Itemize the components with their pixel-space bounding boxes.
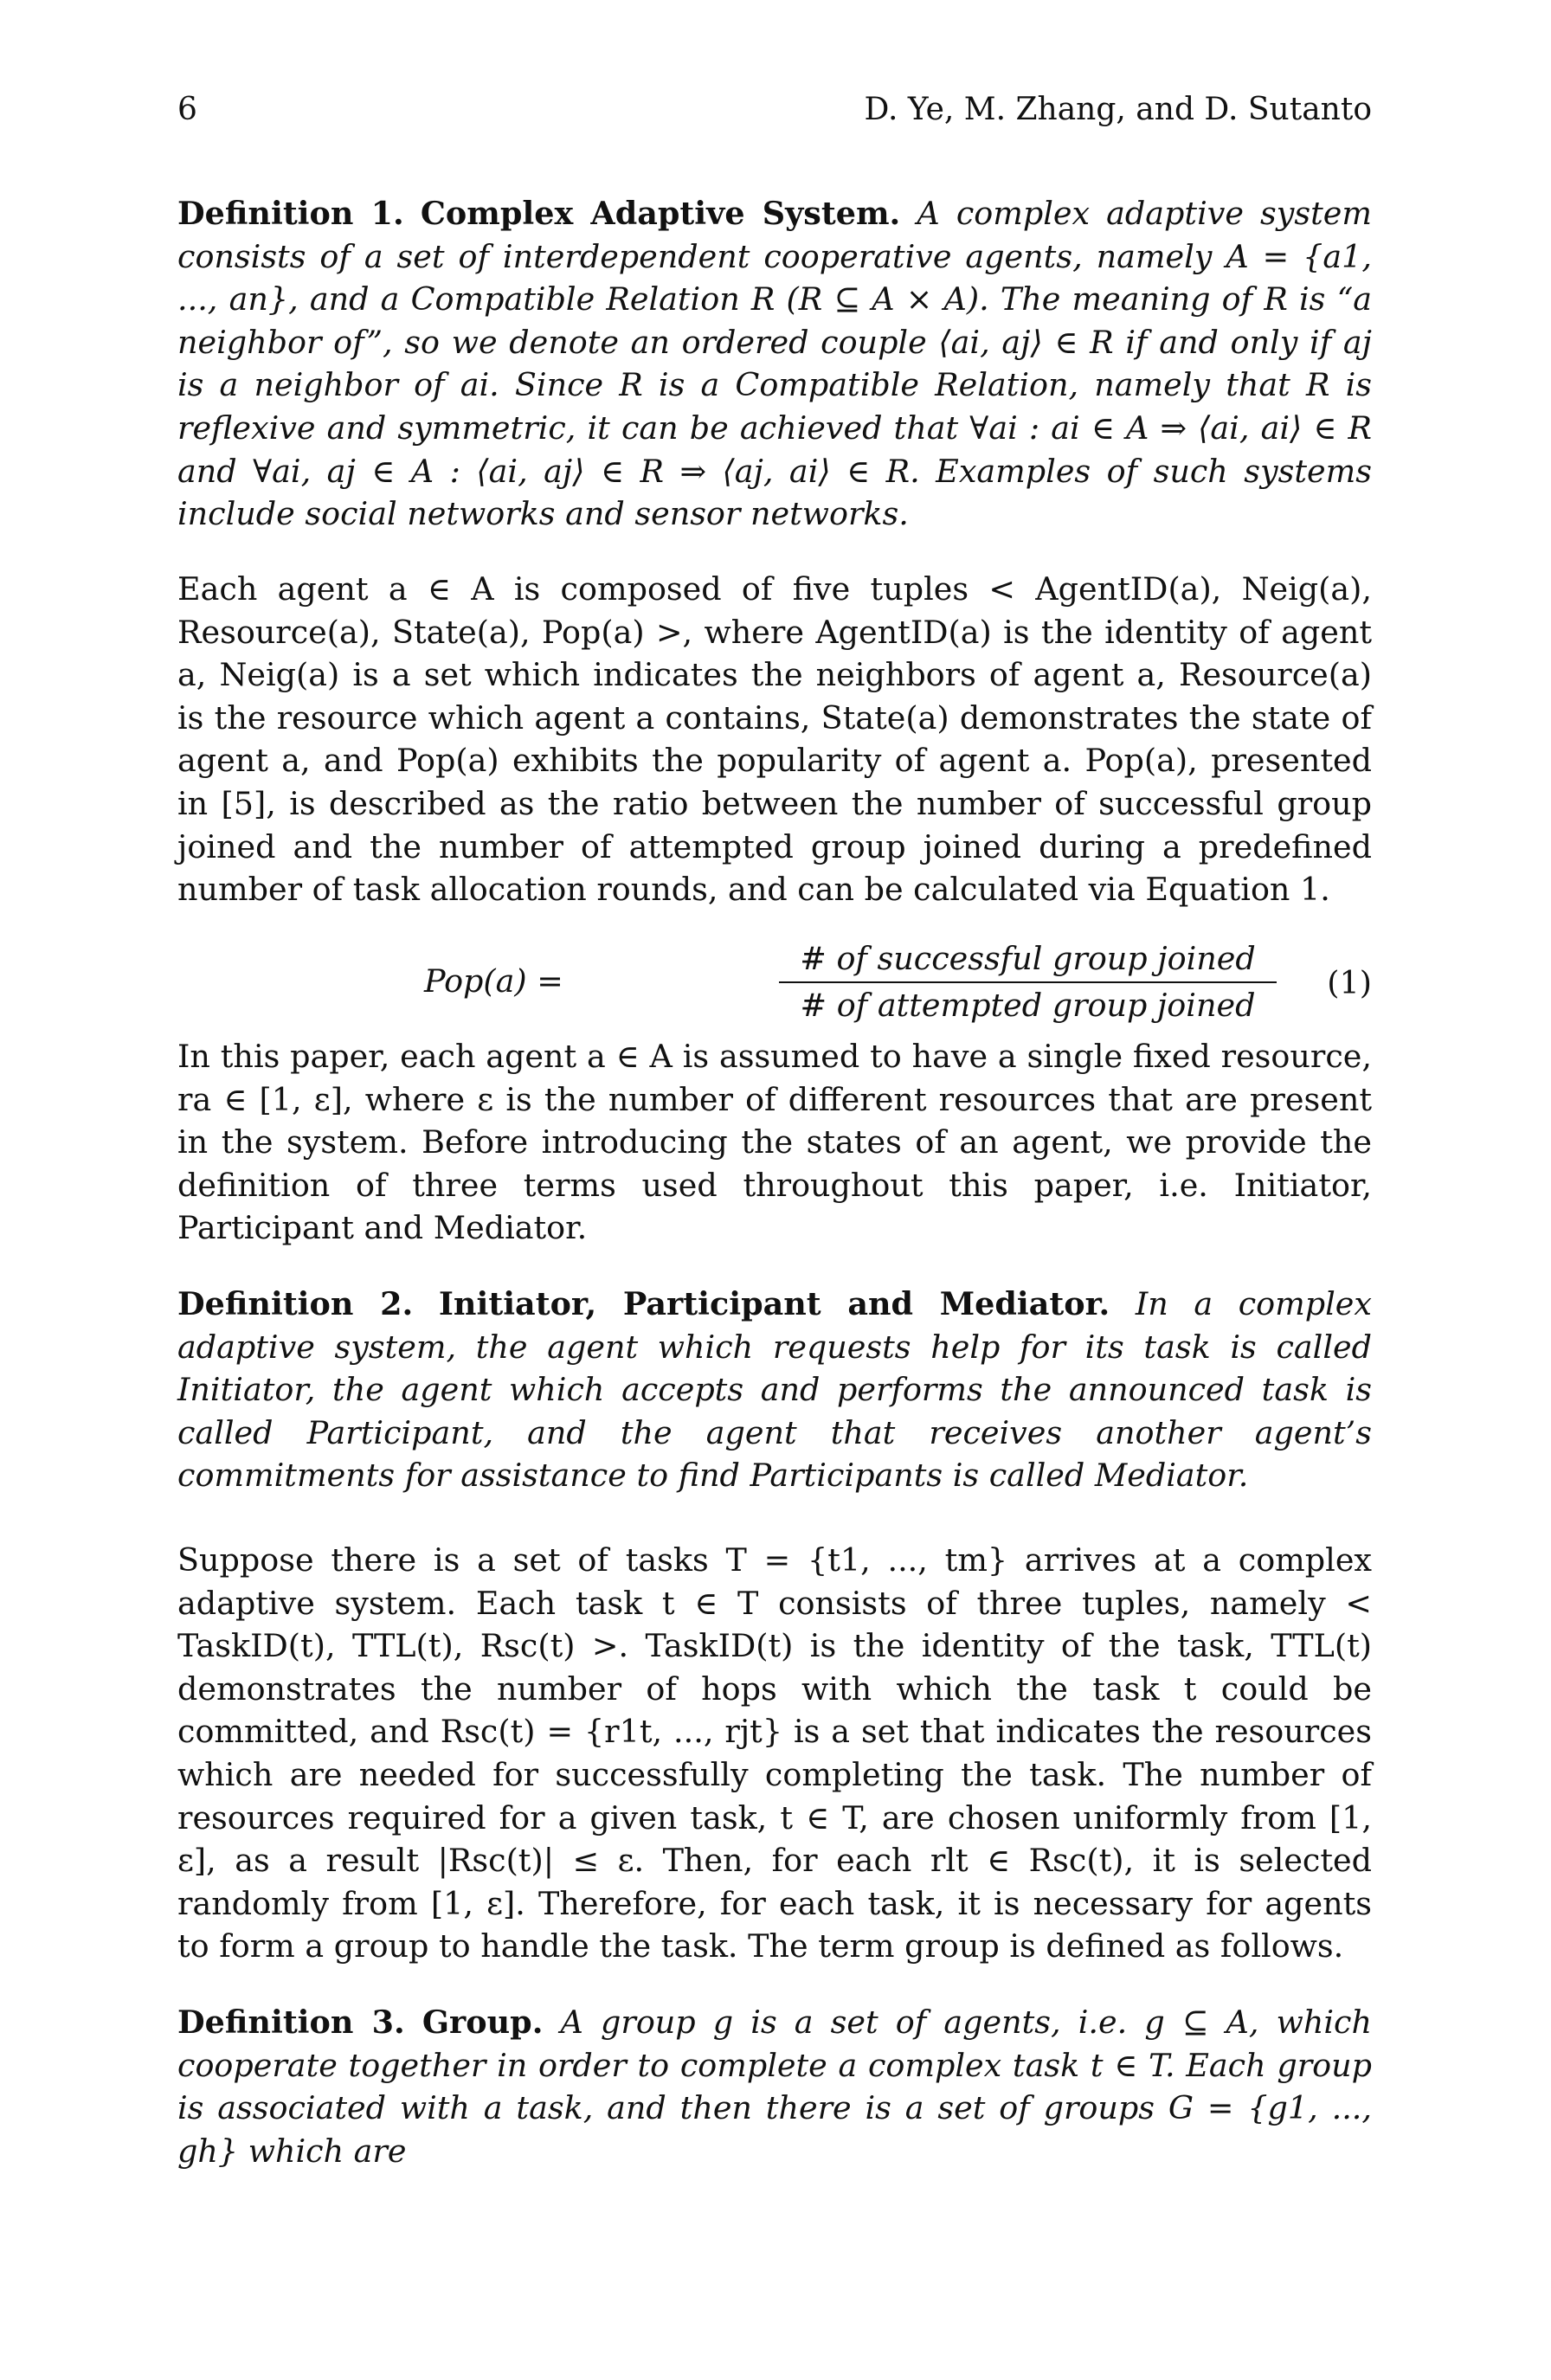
definition-1-title: Complex Adaptive System. [420, 195, 901, 232]
definition-3-title: Group. [422, 2004, 544, 2041]
paragraph-resource: In this paper, each agent a ∈ A is assumed to have a single fixed resource, ra ∈ [1, ε], where ε is the number of different resources that are present in the system. Before introducing the states of an agent, we provide the definition of three terms used throughout this paper, i.e. Initiator, Participant and Mediator. [177, 1038, 1372, 1247]
definition-2-title: Initiator, Participant and Mediator. [438, 1285, 1110, 1322]
definition-1 [177, 192, 1372, 536]
equation-numerator: # of successful group joined [800, 940, 1256, 977]
running-authors: D. Ye, M. Zhang, and D. Sutanto [864, 92, 1372, 127]
page-number: 6 [177, 92, 197, 127]
equation-denominator: # of attempted group joined [800, 987, 1256, 1024]
definition-2-body: In a complex adaptive system, the agent which requests help for its task is called Initiator, the agent which accepts and performs the announced task is called Participant, and the agent that receives another agent’s commitments for assistance to find Participants is called Mediator. [177, 1285, 1372, 1495]
running-header [177, 92, 1372, 144]
paragraph-agent-tuples: Each agent a ∈ A is composed of five tuples < AgentID(a), Neig(a), Resource(a), State(a), Pop(a) >, where AgentID(a) is the identity of agent a, Neig(a) is a set which indicates the neighbors of agent a, Resource(a) is the resource which agent a contains, State(a) demonstrates the state of agent a, and Pop(a) exhibits the popularity of agent a. Pop(a), presented in [5], is described as the ratio between the number of successful group joined and the number of attempted group joined during a predefined number of task allocation rounds, and can be calculated via Equation 1. [177, 570, 1372, 909]
definition-3 [177, 2001, 1372, 2172]
paragraph-tasks: Suppose there is a set of tasks T = {t1, ..., tm} arrives at a complex adaptive system. Each task t ∈ T consists of three tuples, namely < TaskID(t), TTL(t), Rsc(t) >. TaskID(t) is the identity of the task, TTL(t) demonstrates the number of hops with which the task t could be committed, and Rsc(t) = {r1t, ..., rjt} is a set that indicates the resources which are needed for successfully completing the task. The number of resources required for a given task, t ∈ T, are chosen uniformly from [1, ε], as a result |Rsc(t)| ≤ ε. Then, for each rlt ∈ Rsc(t), it is selected randomly from [1, ε]. Therefore, for each task, it is necessary for agents to form a group to handle the task. The term group is defined as follows. [177, 1541, 1372, 1965]
equation-1 [177, 936, 1372, 1030]
equation-number: (1) [1327, 964, 1372, 1001]
definition-3-body: A group g is a set of agents, i.e. g ⊆ A, which cooperate together in order to complete a complex task t ∈ T. Each group is associated with a task, and then there is a set of groups G = {g1, ..., gh} which are [177, 2004, 1372, 2170]
definition-3-label: Definition 3. [177, 2004, 405, 2041]
definition-1-body: A complex adaptive system consists of a set of interdependent cooperative agents, namely A = {a1, ..., an}, and a Compatible Relation R (R ⊆ A × A). The meaning of R is “a neighbor of”, so we denote an ordered couple ⟨ai, aj⟩ ∈ R if and only if aj is a neighbor of ai. Since R is a Compatible Relation, namely that R is reflexive and symmetric, it can be achieved that ∀ai : ai ∈ A ⇒ ⟨ai, ai⟩ ∈ R and ∀ai, aj ∈ A : ⟨ai, aj⟩ ∈ R ⇒ ⟨aj, ai⟩ ∈ R. Examples of such systems include social networks and sensor networks. [177, 195, 1373, 533]
equation-fraction [779, 936, 1277, 1028]
equation-lhs: Pop(a) = [424, 962, 563, 1000]
definition-1-label: Definition 1. [177, 195, 404, 232]
definition-2-label: Definition 2. [177, 1285, 414, 1322]
definition-2 [177, 1283, 1372, 1497]
